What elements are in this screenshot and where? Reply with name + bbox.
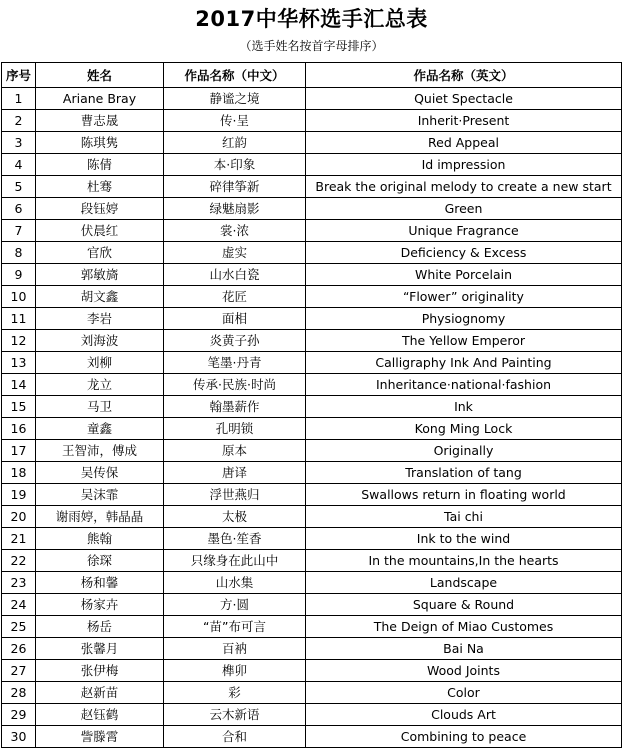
cell-work-cn: 百衲 — [164, 638, 306, 660]
cell-name: 伏晨红 — [36, 220, 164, 242]
table-row — [2, 550, 622, 572]
table-row — [2, 330, 622, 352]
cell-name: 段钰婷 — [36, 198, 164, 220]
cell-no: 8 — [2, 242, 36, 264]
cell-name: 张馨月 — [36, 638, 164, 660]
table-row — [2, 440, 622, 462]
cell-work-en: Combining to peace — [306, 726, 622, 748]
cell-work-cn: 本·印象 — [164, 154, 306, 176]
table-row — [2, 484, 622, 506]
table-row — [2, 132, 622, 154]
table-row — [2, 176, 622, 198]
cell-work-en: Kong Ming Lock — [306, 418, 622, 440]
cell-name: 赵钰鹤 — [36, 704, 164, 726]
cell-no: 15 — [2, 396, 36, 418]
cell-work-en: Physiognomy — [306, 308, 622, 330]
cell-work-en: Inheritance·national·fashion — [306, 374, 622, 396]
cell-no: 29 — [2, 704, 36, 726]
document-subtitle: （选手姓名按首字母排序） — [239, 39, 384, 53]
cell-work-en: Break the original melody to create a new start — [306, 176, 622, 198]
table-row — [2, 528, 622, 550]
cell-work-en: Wood Joints — [306, 660, 622, 682]
cell-work-cn: 炎黄子孙 — [164, 330, 306, 352]
cell-work-cn: 虚实 — [164, 242, 306, 264]
cell-name: 吴传保 — [36, 462, 164, 484]
cell-work-cn: 翰墨薪作 — [164, 396, 306, 418]
cell-no: 28 — [2, 682, 36, 704]
table-row — [2, 286, 622, 308]
cell-work-en: Clouds Art — [306, 704, 622, 726]
cell-work-cn: 山水白瓷 — [164, 264, 306, 286]
header-name: 姓名 — [36, 63, 164, 88]
table-row — [2, 572, 622, 594]
cell-no: 14 — [2, 374, 36, 396]
table-row — [2, 374, 622, 396]
cell-name: 徐琛 — [36, 550, 164, 572]
table-row — [2, 682, 622, 704]
cell-work-cn: 太极 — [164, 506, 306, 528]
table-row — [2, 638, 622, 660]
cell-work-en: White Porcelain — [306, 264, 622, 286]
cell-no: 4 — [2, 154, 36, 176]
table-row — [2, 110, 622, 132]
cell-no: 1 — [2, 88, 36, 110]
table-row — [2, 594, 622, 616]
cell-work-en: Quiet Spectacle — [306, 88, 622, 110]
cell-work-cn: 原本 — [164, 440, 306, 462]
cell-name: 刘柳 — [36, 352, 164, 374]
cell-work-en: Ink — [306, 396, 622, 418]
cell-no: 26 — [2, 638, 36, 660]
table-row — [2, 308, 622, 330]
cell-no: 30 — [2, 726, 36, 748]
cell-work-cn: 面相 — [164, 308, 306, 330]
table-row — [2, 726, 622, 748]
header-row — [2, 63, 622, 88]
cell-no: 23 — [2, 572, 36, 594]
table-row — [2, 616, 622, 638]
cell-work-cn: 静谧之境 — [164, 88, 306, 110]
cell-no: 7 — [2, 220, 36, 242]
cell-no: 9 — [2, 264, 36, 286]
table-row — [2, 704, 622, 726]
cell-work-en: Id impression — [306, 154, 622, 176]
cell-work-cn: 山水集 — [164, 572, 306, 594]
cell-work-cn: 只缘身在此山中 — [164, 550, 306, 572]
cell-work-en: In the mountains,In the hearts — [306, 550, 622, 572]
cell-work-en: Landscape — [306, 572, 622, 594]
cell-name: 王智沛，傅成 — [36, 440, 164, 462]
cell-work-en: Deficiency & Excess — [306, 242, 622, 264]
cell-name: 刘海波 — [36, 330, 164, 352]
cell-name: 杨岳 — [36, 616, 164, 638]
cell-no: 13 — [2, 352, 36, 374]
cell-work-en: The Yellow Emperor — [306, 330, 622, 352]
cell-work-en: Calligraphy Ink And Painting — [306, 352, 622, 374]
cell-work-cn: “苗”布可言 — [164, 616, 306, 638]
cell-name: Ariane Bray — [36, 88, 164, 110]
cell-name: 胡文鑫 — [36, 286, 164, 308]
table-row — [2, 242, 622, 264]
cell-work-en: Swallows return in floating world — [306, 484, 622, 506]
cell-name: 童鑫 — [36, 418, 164, 440]
table-row — [2, 396, 622, 418]
cell-no: 16 — [2, 418, 36, 440]
cell-name: 官欣 — [36, 242, 164, 264]
cell-work-en: Red Appeal — [306, 132, 622, 154]
cell-work-cn: 唐译 — [164, 462, 306, 484]
cell-work-en: Inherit·Present — [306, 110, 622, 132]
cell-name: 谢雨婷，韩晶晶 — [36, 506, 164, 528]
cell-work-en: Color — [306, 682, 622, 704]
table-row — [2, 154, 622, 176]
cell-work-en: Ink to the wind — [306, 528, 622, 550]
cell-name: 马卫 — [36, 396, 164, 418]
table-row — [2, 352, 622, 374]
cell-work-en: Bai Na — [306, 638, 622, 660]
cell-no: 12 — [2, 330, 36, 352]
cell-work-cn: 红韵 — [164, 132, 306, 154]
header-work-en: 作品名称（英文） — [306, 63, 622, 88]
cell-name: 郭敏旖 — [36, 264, 164, 286]
cell-work-en: “Flower” originality — [306, 286, 622, 308]
document-title: 2017中华杯选手汇总表 — [195, 7, 428, 31]
table-row — [2, 220, 622, 242]
cell-no: 27 — [2, 660, 36, 682]
cell-name: 张伊梅 — [36, 660, 164, 682]
cell-work-en: The Deign of Miao Customes — [306, 616, 622, 638]
cell-name: 杨和馨 — [36, 572, 164, 594]
contestant-table — [1, 62, 622, 748]
table-row — [2, 88, 622, 110]
cell-name: 陈琪隽 — [36, 132, 164, 154]
cell-work-en: Green — [306, 198, 622, 220]
cell-work-en: Square & Round — [306, 594, 622, 616]
cell-work-en: Unique Fragrance — [306, 220, 622, 242]
cell-work-cn: 绿魅扇影 — [164, 198, 306, 220]
cell-no: 25 — [2, 616, 36, 638]
cell-work-cn: 传·呈 — [164, 110, 306, 132]
cell-name: 曹志晟 — [36, 110, 164, 132]
cell-no: 6 — [2, 198, 36, 220]
cell-no: 18 — [2, 462, 36, 484]
cell-work-en: Tai chi — [306, 506, 622, 528]
cell-no: 2 — [2, 110, 36, 132]
cell-no: 17 — [2, 440, 36, 462]
header-work-cn: 作品名称（中文） — [164, 63, 306, 88]
cell-work-en: Translation of tang — [306, 462, 622, 484]
cell-work-cn: 传承·民族·时尚 — [164, 374, 306, 396]
cell-no: 24 — [2, 594, 36, 616]
cell-no: 3 — [2, 132, 36, 154]
cell-work-cn: 彩 — [164, 682, 306, 704]
cell-name: 杨家卉 — [36, 594, 164, 616]
cell-work-cn: 方·圆 — [164, 594, 306, 616]
table-row — [2, 264, 622, 286]
table-body — [2, 88, 622, 748]
cell-work-cn: 裳·浓 — [164, 220, 306, 242]
header-no: 序号 — [2, 63, 36, 88]
cell-name: 吴沫霏 — [36, 484, 164, 506]
cell-no: 5 — [2, 176, 36, 198]
cell-work-cn: 榫卯 — [164, 660, 306, 682]
cell-name: 訾滕霄 — [36, 726, 164, 748]
cell-name: 李岩 — [36, 308, 164, 330]
cell-no: 20 — [2, 506, 36, 528]
cell-no: 22 — [2, 550, 36, 572]
table-row — [2, 462, 622, 484]
cell-name: 熊翰 — [36, 528, 164, 550]
cell-work-cn: 花匠 — [164, 286, 306, 308]
table-header — [2, 63, 622, 88]
cell-work-cn: 碎律筝新 — [164, 176, 306, 198]
table-row — [2, 418, 622, 440]
cell-work-cn: 浮世燕归 — [164, 484, 306, 506]
cell-work-cn: 孔明锁 — [164, 418, 306, 440]
cell-work-cn: 云木新语 — [164, 704, 306, 726]
cell-no: 19 — [2, 484, 36, 506]
cell-work-cn: 合和 — [164, 726, 306, 748]
cell-name: 赵新苗 — [36, 682, 164, 704]
table-row — [2, 198, 622, 220]
cell-no: 10 — [2, 286, 36, 308]
cell-no: 11 — [2, 308, 36, 330]
cell-no: 21 — [2, 528, 36, 550]
table-row — [2, 660, 622, 682]
cell-name: 龙立 — [36, 374, 164, 396]
cell-work-en: Originally — [306, 440, 622, 462]
cell-work-cn: 墨色·笙香 — [164, 528, 306, 550]
cell-name: 陈倩 — [36, 154, 164, 176]
table-row — [2, 506, 622, 528]
cell-work-cn: 笔墨·丹青 — [164, 352, 306, 374]
cell-name: 杜骞 — [36, 176, 164, 198]
